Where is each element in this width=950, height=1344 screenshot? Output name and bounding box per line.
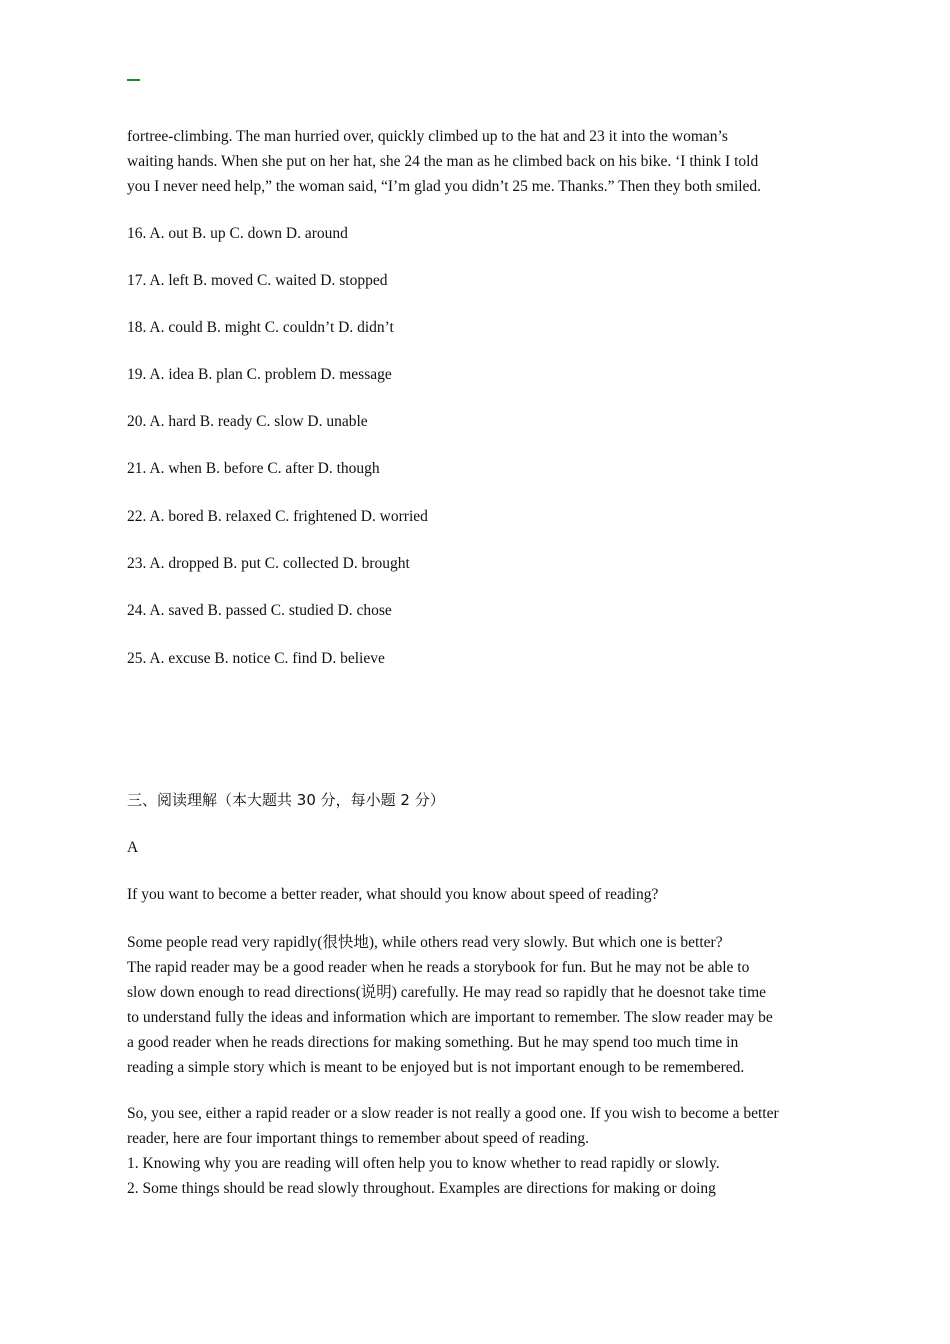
question-23: 23. A. dropped B. put C. collected D. brought: [127, 555, 410, 572]
question-19: 19. A. idea B. plan C. problem D. message: [127, 366, 392, 383]
question-21: 21. A. when B. before C. after D. though: [127, 460, 380, 477]
passage-continuation: [127, 124, 837, 199]
paragraph-line: The rapid reader may be a good reader when he reads a storybook for fun. But he may not be able to: [127, 959, 750, 976]
passage-line: fortree-climbing. The man hurried over, quickly climbed up to the hat and 23 it into the woman’s: [127, 128, 728, 145]
question-24: 24. A. saved B. passed C. studied D. chose: [127, 602, 392, 619]
paragraph-line: a good reader when he reads directions for making something. But he may spend too much time in: [127, 1034, 739, 1051]
paragraph-line: reading a simple story which is meant to be enjoyed but is not important enough to be remembered.: [127, 1059, 745, 1076]
list-item-2: 2. Some things should be read slowly throughout. Examples are directions for making or doing: [127, 1180, 716, 1197]
question-20: 20. A. hard B. ready C. slow D. unable: [127, 413, 368, 430]
question-16: 16. A. out B. up C. down D. around: [127, 225, 348, 242]
passage-line: you I never need help,” the woman said, “I’m glad you didn’t 25 me. Thanks.” Then they both smiled.: [127, 178, 762, 195]
paragraph-line: slow down enough to read directions(说明) carefully. He may read so rapidly that he doesnot take time: [127, 984, 767, 1001]
paragraph-line: So, you see, either a rapid reader or a slow reader is not really a good one. If you wish to become a better: [127, 1105, 779, 1122]
question-17: 17. A. left B. moved C. waited D. stopped: [127, 272, 388, 289]
question-25: 25. A. excuse B. notice C. find D. believe: [127, 650, 385, 667]
paragraph-line: Some people read very rapidly(很快地), while others read very slowly. But which one is better?: [127, 934, 723, 951]
paragraph-line: to understand fully the ideas and information which are important to remember. The slow reader may be: [127, 1009, 773, 1026]
section-heading: 三、阅读理解（本大题共 30 分，每小题 2 分）: [127, 791, 445, 809]
paragraph-1: [127, 930, 837, 1080]
question-22: 22. A. bored B. relaxed C. frightened D. worried: [127, 508, 428, 525]
intro-question: If you want to become a better reader, what should you know about speed of reading?: [127, 886, 659, 903]
list-item-1: 1. Knowing why you are reading will often help you to know whether to read rapidly or slowly.: [127, 1155, 720, 1172]
header-mark: [127, 79, 140, 81]
paragraph-line: reader, here are four important things to remember about speed of reading.: [127, 1130, 590, 1147]
question-18: 18. A. could B. might C. couldn’t D. didn’t: [127, 319, 394, 336]
section-letter: A: [127, 839, 139, 856]
paragraph-2: [127, 1101, 837, 1201]
passage-line: waiting hands. When she put on her hat, she 24 the man as he climbed back on his bike. ‘I think I told: [127, 153, 759, 170]
